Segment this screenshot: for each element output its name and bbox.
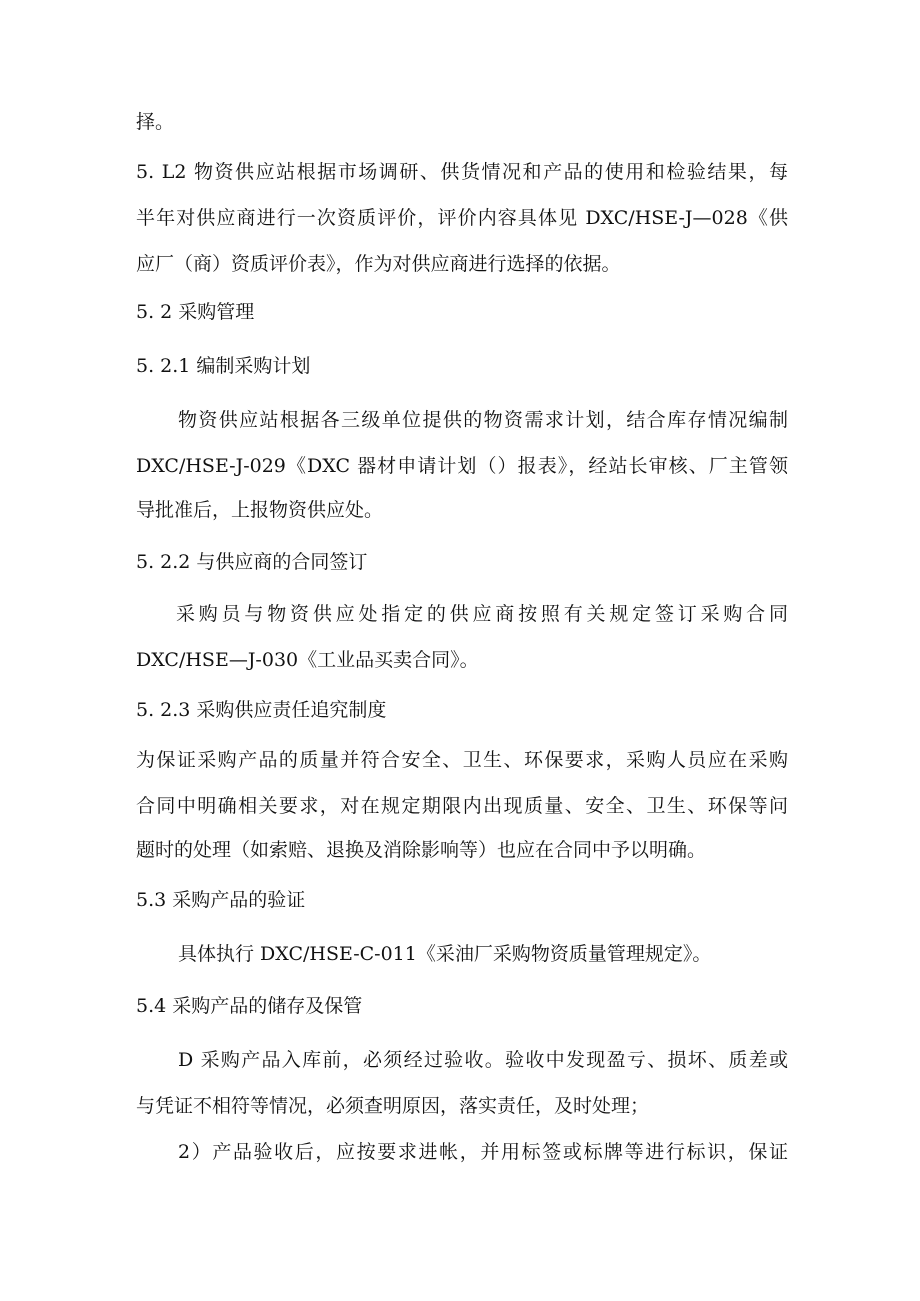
list-item-line: D 采购产品入库前，必须经过验收。验收中发现盈亏、损坏、质差或: [178, 1049, 788, 1071]
list-item-line: 2）产品验收后，应按要求进帐，并用标签或标牌等进行标识，保证: [178, 1141, 788, 1163]
paragraph-line: 物资供应站根据各三级单位提供的物资需求计划，结合库存情况编制: [178, 409, 788, 431]
section-heading: 5. 2 采购管理: [136, 301, 255, 323]
section-heading: 5. 2.3 采购供应责任追究制度: [136, 699, 387, 721]
paragraph-line: 采购员与物资供应处指定的供应商按照有关规定签订采购合同: [176, 603, 788, 625]
paragraph-line: 导批准后，上报物资供应处。: [136, 499, 384, 521]
section-heading: 5.4 采购产品的储存及保管: [136, 995, 363, 1017]
paragraph-line: 题时的处理（如索赔、退换及消除影响等）也应在合同中予以明确。: [136, 839, 707, 861]
list-item-line: 与凭证不相符等情况，必须查明原因，落实责任，及时处理；: [136, 1095, 650, 1117]
paragraph-line: 5. L2 物资供应站根据市场调研、供货情况和产品的使用和检验结果，每: [136, 161, 788, 183]
paragraph-line: 具体执行 DXC/HSE-C-011《采油厂采购物资质量管理规定》。: [178, 943, 712, 965]
paragraph-line: 半年对供应商进行一次资质评价，评价内容具体见 DXC/HSE-J—028《供: [136, 207, 788, 229]
paragraph-line: DXC/HSE—J-030《工业品买卖合同》。: [136, 649, 479, 671]
paragraph-line: 应厂（商）资质评价表》，作为对供应商进行选择的依据。: [136, 253, 621, 275]
continuation-text: 择。: [136, 111, 175, 133]
paragraph-line: 为保证采购产品的质量并符合安全、卫生、环保要求，采购人员应在采购: [136, 749, 788, 771]
section-heading: 5. 2.1 编制采购计划: [136, 355, 311, 377]
paragraph-line: DXC/HSE-J-029《DXC 器材申请计划（）报表》，经站长审核、厂主管领: [136, 455, 788, 477]
section-heading: 5. 2.2 与供应商的合同签订: [136, 551, 368, 573]
paragraph-line: 合同中明确相关要求，对在规定期限内出现质量、安全、卫生、环保等问: [136, 795, 788, 817]
section-heading: 5.3 采购产品的验证: [136, 889, 306, 911]
